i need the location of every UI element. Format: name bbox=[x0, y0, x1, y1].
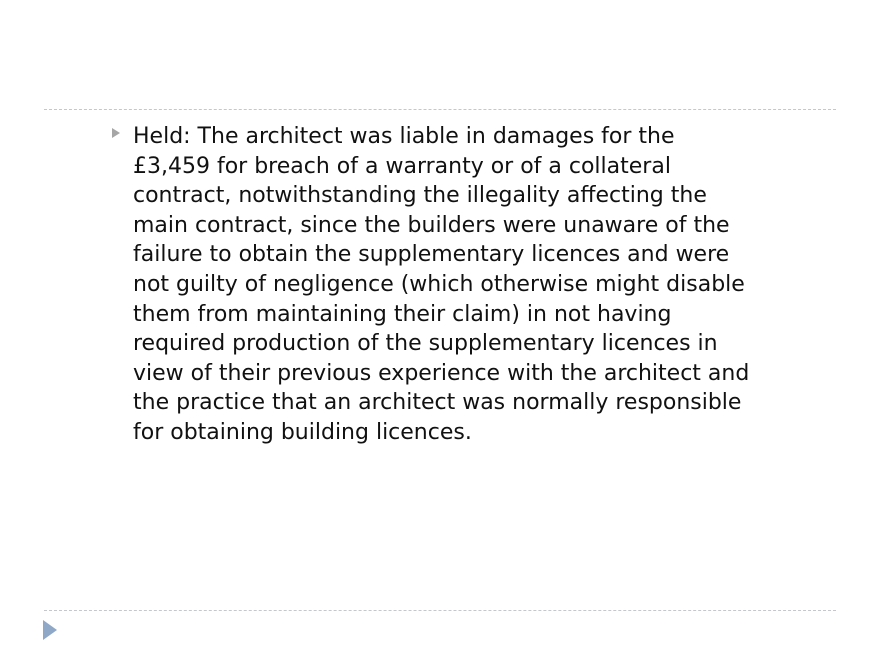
text-line: for obtaining building licences. bbox=[133, 419, 472, 445]
text-line: £3,459 for breach of a warranty or of a collateral bbox=[133, 153, 671, 179]
text-line: the practice that an architect was normally responsible bbox=[133, 390, 742, 416]
top-divider bbox=[44, 109, 836, 110]
bottom-divider bbox=[44, 610, 836, 611]
text-line: them from maintaining their claim) in not having bbox=[133, 301, 672, 327]
text-line: view of their previous experience with the architect and bbox=[133, 360, 750, 386]
text-line: main contract, since the builders were unaware of the bbox=[133, 212, 730, 238]
next-slide-arrow-icon[interactable] bbox=[43, 620, 57, 640]
text-line: Held: The architect was liable in damages for the bbox=[133, 124, 675, 149]
bullet-paragraph bbox=[133, 122, 749, 448]
text-line: not guilty of negligence (which otherwise might disable bbox=[133, 271, 745, 297]
text-line: contract, notwithstanding the illegality affecting the bbox=[133, 183, 707, 209]
text-line: failure to obtain the supplementary licences and were bbox=[133, 242, 730, 268]
text-line: required production of the supplementary licences in bbox=[133, 331, 718, 357]
bullet-triangle-icon bbox=[112, 128, 120, 138]
